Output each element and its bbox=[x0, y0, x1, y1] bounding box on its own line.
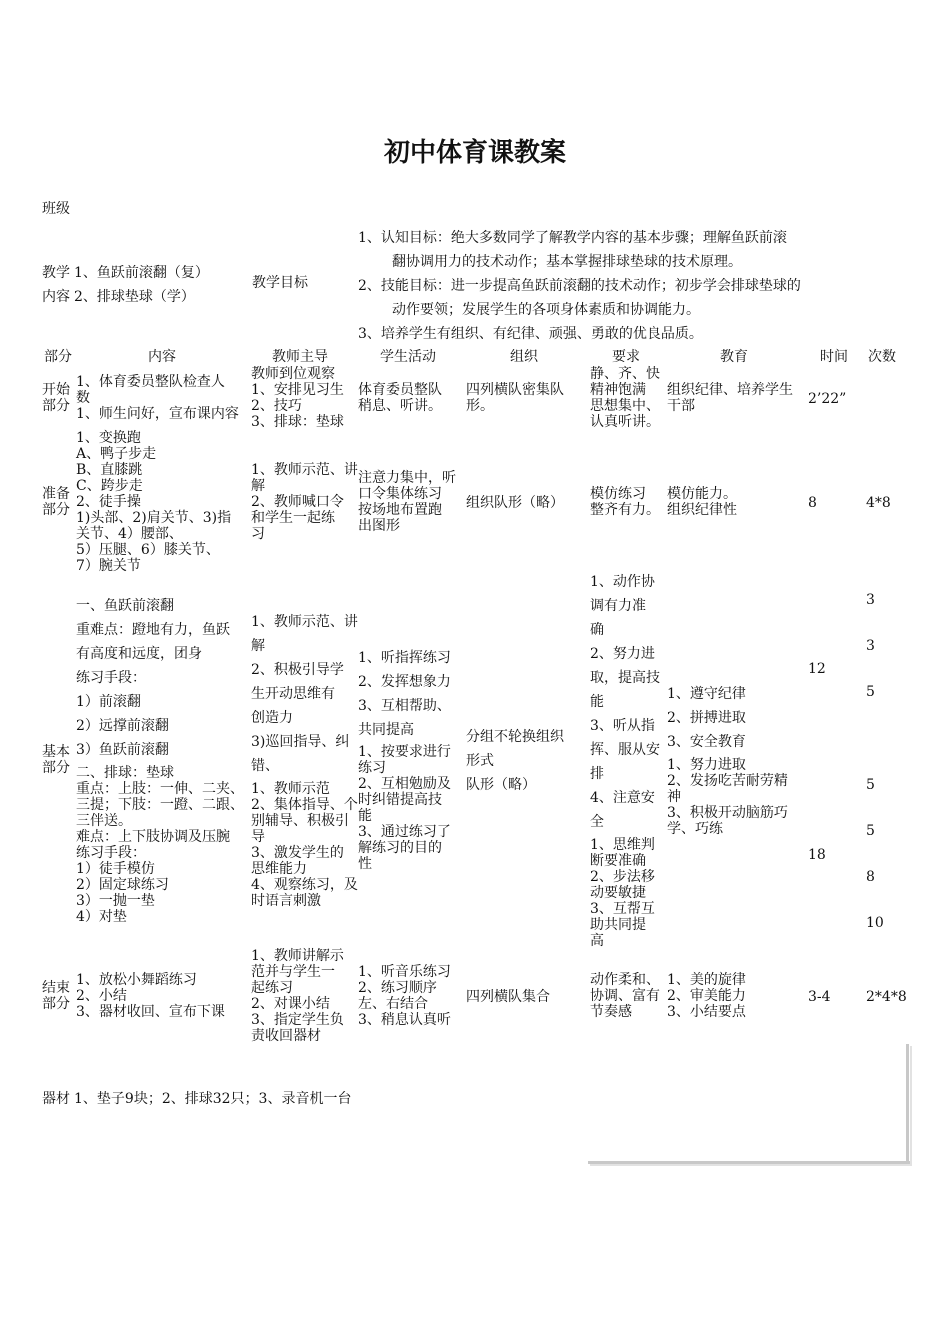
frame-shadow-right-outer bbox=[910, 1046, 912, 1166]
header-time: 时间 bbox=[820, 349, 848, 365]
start-student: 体育委员整队 稍息、听讲。 bbox=[358, 382, 442, 414]
prep-education: 模仿能力。 组织纪律性 bbox=[667, 486, 737, 518]
basic-teacher-a: 1、教师示范、讲 解 2、积极引导学 生开动思维有 创造力 3)巡回指导、纠 错、 bbox=[251, 614, 358, 774]
header-organization: 组织 bbox=[510, 349, 538, 365]
objective-line: 1、认知目标：绝大多数同学了解教学内容的基本步骤；理解鱼跃前滚 bbox=[358, 230, 787, 246]
objective-line: 2、技能目标：进一步提高鱼跃前滚翻的技术动作；初步学会排球垫球的 bbox=[358, 278, 801, 294]
basic-education-b: 1、努力进取 2、发扬吃苦耐劳精 神 3、积极开动脑筋巧 学、巧练 bbox=[667, 757, 788, 837]
prep-part-label: 准备 部分 bbox=[42, 486, 70, 518]
header-content: 内容 bbox=[148, 349, 176, 365]
basic-education-a: 1、遵守纪律 2、拼搏进取 3、安全教育 bbox=[667, 686, 746, 750]
end-content: 1、放松小舞蹈练习 2、小结 3、器材收回、宣布下课 bbox=[76, 972, 225, 1020]
teaching-content-items: 1、鱼跃前滚翻（复） 2、排球垫球（学） bbox=[74, 265, 209, 305]
basic-time-a: 12 bbox=[808, 661, 826, 677]
header-education: 教育 bbox=[720, 349, 748, 365]
teaching-goal-label: 教学目标 bbox=[252, 275, 308, 291]
basic-count: 5 bbox=[866, 823, 875, 839]
objective-line: 翻协调用力的技术动作；基本掌握排球垫球的技术原理。 bbox=[392, 254, 742, 270]
prep-time: 8 bbox=[808, 495, 817, 511]
basic-count: 10 bbox=[866, 915, 884, 931]
end-teacher: 1、教师讲解示 范并与学生一 起练习 2、对课小结 3、指定学生负 责收回器材 bbox=[251, 948, 344, 1044]
header-student: 学生活动 bbox=[380, 349, 436, 365]
end-student: 1、听音乐练习 2、练习顺序 左、右结合 3、稍息认真听 bbox=[358, 964, 451, 1028]
prep-teacher: 1、教师示范、讲 解 2、教师喊口令 和学生一起练 习 bbox=[251, 462, 358, 542]
equipment-text: 1、垫子9块；2、排球32只；3、录音机一台 bbox=[74, 1091, 352, 1107]
class-label: 班级 bbox=[42, 201, 70, 217]
basic-count: 5 bbox=[866, 684, 875, 700]
header-requirement: 要求 bbox=[612, 349, 640, 365]
page-title: 初中体育课教案 bbox=[383, 138, 566, 168]
equipment-label: 器材 bbox=[42, 1091, 70, 1107]
basic-count: 8 bbox=[866, 869, 875, 885]
prep-organization: 组织队形（略） bbox=[466, 495, 564, 511]
prep-student: 注意力集中，听 口令集体练习 按场地布置跑 出图形 bbox=[358, 470, 456, 534]
end-count: 2*4*8 bbox=[866, 989, 907, 1005]
basic-content-a: 一、鱼跃前滚翻 重难点：蹬地有力，鱼跃 有高度和远度，团身 练习手段： 1）前滚翻 2）远撑前滚翻 3）鱼跃前滚翻 bbox=[76, 598, 230, 758]
objective-line: 3、培养学生有组织、有纪律、顽强、勇敢的优良品质。 bbox=[358, 326, 703, 342]
start-part-label: 开始 部分 bbox=[42, 382, 70, 414]
teaching-content-label: 教学 内容 bbox=[42, 265, 70, 305]
start-time: 2’22” bbox=[808, 391, 847, 407]
basic-student-a: 1、听指挥练习 2、发挥想象力 3、互相帮助、 共同提高 bbox=[358, 650, 451, 738]
prep-count: 4*8 bbox=[866, 495, 891, 511]
objectives bbox=[358, 226, 801, 346]
basic-time-b: 18 bbox=[808, 847, 826, 863]
frame-shadow-right bbox=[906, 1044, 909, 1164]
basic-count: 3 bbox=[866, 638, 875, 654]
start-education: 组织纪律、培养学生 干部 bbox=[667, 382, 793, 414]
basic-count: 3 bbox=[866, 592, 875, 608]
prep-content: 1、变换跑 A、鸭子步走 B、直膝跳 C、跨步走 2、徒手操 1)头部、2)肩关节、3)指 关节、4）腰部、 5）压腿、6）膝关节、 7）腕关节 bbox=[76, 430, 232, 574]
basic-content-b: 二、排球：垫球 重点：上肢：一伸、二夹、 三提；下肢：一蹬、二跟、 三伴送。 难点：上下肢协调及压腕 练习手段： 1）徒手模仿 2）固定球练习 3）一抛一垫 4）对垫 bbox=[76, 765, 244, 925]
start-content: 1、体育委员整队检查人 数 1、师生问好，宣布课内容 bbox=[76, 374, 239, 422]
basic-count: 5 bbox=[866, 777, 875, 793]
end-time: 3-4 bbox=[808, 989, 831, 1005]
start-organization: 四列横队密集队 形。 bbox=[466, 382, 564, 414]
basic-part-label: 基本 部分 bbox=[42, 744, 70, 776]
start-teacher: 教师到位观察 1、安排见习生 2、技巧 3、排球：垫球 bbox=[251, 366, 344, 430]
end-requirement: 动作柔和、 协调、富有 节奏感 bbox=[590, 972, 660, 1020]
frame-shadow-bottom-outer bbox=[590, 1164, 912, 1166]
basic-teacher-b: 1、教师示范 2、集体指导、个 别辅导、积极引 导 3、激发学生的 思维能力 4、观察练习，及 时语言刺激 bbox=[251, 781, 358, 909]
end-part-label: 结束 部分 bbox=[42, 980, 70, 1012]
end-organization: 四列横队集合 bbox=[466, 989, 550, 1005]
basic-requirement-a: 1、动作协 调有力准 确 2、努力进 取，提高技 能 3、听从指 挥、服从安 排 4、注意安 全 bbox=[590, 574, 660, 830]
header-part: 部分 bbox=[44, 349, 72, 365]
basic-organization: 分组不轮换组织 形式 队形（略） bbox=[466, 729, 564, 793]
prep-requirement: 模仿练习 整齐有力。 bbox=[590, 486, 660, 518]
header-count: 次数 bbox=[868, 349, 896, 365]
start-requirement: 静、齐、快 精神饱满 思想集中、 认真听讲。 bbox=[590, 366, 660, 430]
objective-line: 动作要领；发展学生的各项身体素质和协调能力。 bbox=[392, 302, 700, 318]
basic-student-b: 1、按要求进行 练习 2、互相勉励及 时纠错提高技 能 3、通过练习了 解练习的目的 性 bbox=[358, 744, 451, 872]
basic-requirement-b: 1、思维判 断要准确 2、步法移 动要敏捷 3、互帮互 助共同提 高 bbox=[590, 837, 655, 949]
header-teacher: 教师主导 bbox=[272, 349, 328, 365]
end-education: 1、美的旋律 2、审美能力 3、小结要点 bbox=[667, 972, 746, 1020]
